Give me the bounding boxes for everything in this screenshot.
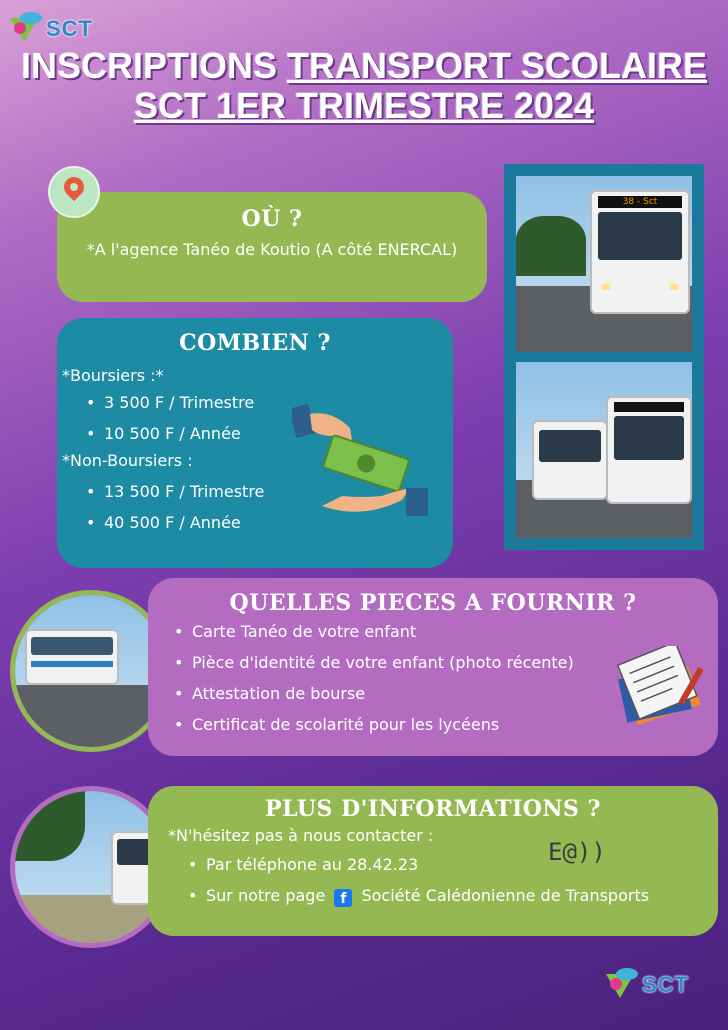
- sct-logo-mark: [606, 968, 640, 1002]
- infos-title: PLUS D'INFORMATIONS ?: [265, 796, 601, 822]
- bus-photo-2: [516, 362, 692, 538]
- price-item: • 13 500 F / Trimestre: [82, 482, 264, 501]
- infos-list: [184, 855, 718, 907]
- facebook-page-link[interactable]: Société Calédonienne de Transports: [361, 886, 650, 905]
- title-line1b: TRANSPORT SCOLAIRE: [287, 45, 708, 86]
- sct-logo-bottom: [606, 968, 689, 1002]
- pieces-item: • Pièce d'identité de votre enfant (photo récente): [170, 653, 718, 672]
- infos-intro: *N'hésitez pas à nous contacter :: [168, 826, 434, 845]
- facebook-page-item: [184, 886, 718, 907]
- documents-icon: [612, 646, 712, 730]
- bus-photo-1: [516, 176, 692, 352]
- bus-front: [590, 190, 690, 314]
- price-item: • 40 500 F / Année: [82, 513, 264, 532]
- location-pin-icon: [48, 166, 100, 218]
- facebook-icon[interactable]: f: [334, 889, 352, 907]
- sct-logo-top: [10, 12, 93, 46]
- money-hand-icon: [292, 400, 432, 530]
- bus-film-strip: [504, 164, 704, 550]
- title-line1a: INSCRIPTIONS: [20, 45, 287, 86]
- phone-item: • Par téléphone au 28.42.23: [184, 855, 718, 874]
- page-title: [0, 46, 728, 126]
- pieces-item: • Attestation de bourse: [170, 684, 718, 703]
- combien-list: [62, 366, 264, 532]
- pieces-title: QUELLES PIECES A FOURNIR ?: [229, 590, 637, 616]
- ou-title: OÙ ?: [241, 206, 303, 232]
- pieces-item: • Certificat de scolarité pour les lycéens: [170, 715, 718, 734]
- sct-logo-text: SCT: [642, 972, 689, 997]
- ou-card: [57, 192, 487, 302]
- bus-front: [532, 420, 608, 500]
- contact-icon: E@)): [548, 838, 606, 866]
- pieces-item: • Carte Tanéo de votre enfant: [170, 622, 718, 641]
- sct-logo-text: SCT: [46, 16, 93, 41]
- price-item: • 3 500 F / Trimestre: [82, 393, 264, 412]
- bus-front: [606, 396, 692, 504]
- page-prefix: Sur notre page: [206, 886, 326, 905]
- non-boursiers-label: *Non-Boursiers :: [62, 451, 193, 470]
- title-line2: SCT 1ER TRIMESTRE 2024: [133, 85, 595, 126]
- combien-title: COMBIEN ?: [179, 330, 331, 356]
- ou-text: *A l'agence Tanéo de Koutio (A côté ENERCAL): [86, 240, 458, 259]
- bus-sign: 38 - Sct: [598, 196, 682, 208]
- price-item: • 10 500 F / Année: [82, 424, 264, 443]
- infos-card: [148, 786, 718, 936]
- bus-side: [25, 629, 119, 685]
- sct-logo-mark: [10, 12, 44, 46]
- boursiers-label: *Boursiers :*: [62, 366, 164, 385]
